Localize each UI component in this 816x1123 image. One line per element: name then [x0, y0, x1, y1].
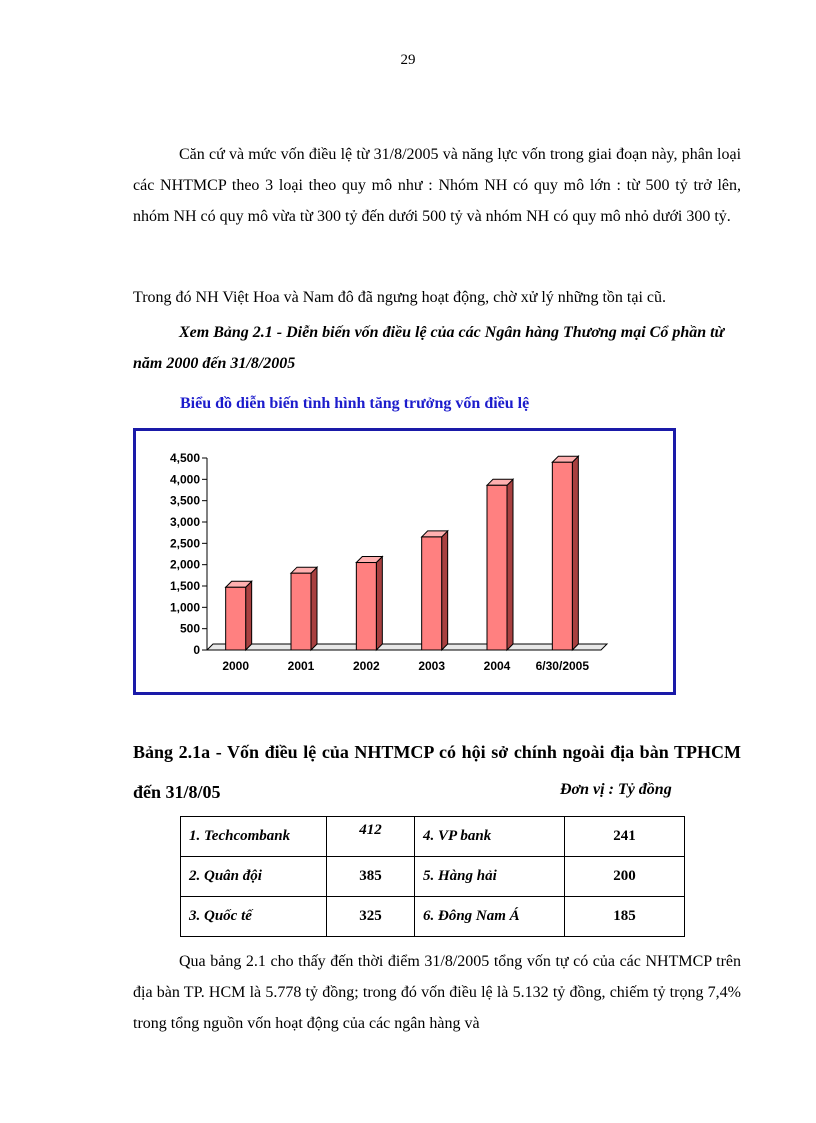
capital-value-cell: 325 [327, 897, 415, 937]
x-tick-label: 2003 [418, 659, 446, 673]
capital-value-cell: 385 [327, 857, 415, 897]
conclusion-line-3: đồng, chiếm tỷ trọng 7,4% trong tổng nguồn vốn hoạt động của các ngân hàng và [133, 984, 741, 1032]
page-number: 29 [400, 52, 416, 68]
section-heading [133, 732, 741, 812]
conclusion-line-2: NHTMCP trên địa bàn TP. HCM là 5.778 tỷ đồng; trong đó vốn điều lệ là 5.132 tỷ [133, 953, 741, 1001]
table-row [181, 817, 685, 857]
x-tick-label: 2000 [222, 659, 250, 673]
intro-line-3: 500 tỷ trở lên, nhóm NH có quy mô vừa từ 300 tỷ đến dưới 500 tỷ và nhóm NH có [133, 177, 742, 225]
bar [552, 462, 572, 650]
intro-line-2: phân loại các NHTMCP theo 3 loại theo quy mô như : Nhóm NH có quy mô lớn : từ [133, 146, 742, 194]
bar-side [442, 531, 448, 650]
chart-title: Biểu đồ diễn biến tình hình tăng trưởng vốn điều lệ [180, 395, 530, 412]
section-heading-line-1: Bảng 2.1a - Vốn điều lệ của NHTMCP có hội sở chính ngoài địa bàn [133, 742, 669, 762]
unit-label: Đơn vị : Tỷ đồng [560, 781, 672, 798]
bar-side [376, 557, 382, 650]
bar-side [246, 581, 252, 650]
bar [226, 587, 246, 650]
bar-chart [136, 431, 673, 692]
x-tick-label: 6/30/2005 [535, 659, 590, 673]
table-row [181, 897, 685, 937]
chart-frame [133, 428, 676, 695]
bank-name-cell: 4. VP bank [415, 817, 565, 857]
capital-value-cell: 200 [565, 857, 685, 897]
table-row [181, 857, 685, 897]
capital-value-cell: 412 [327, 817, 415, 857]
y-tick-label: 3,000 [169, 515, 200, 529]
intro-line-4: quy mô nhỏ dưới 300 tỷ. [572, 208, 731, 225]
chart-floor [207, 644, 607, 650]
bar [356, 563, 376, 650]
table-reference-line-1: Xem Bảng 2.1 - Diễn biến vốn điều lệ của các Ngân hàng Thương mại Cổ [179, 324, 669, 341]
y-tick-label: 4,500 [169, 451, 200, 465]
bar [487, 485, 507, 650]
bank-name-cell: 5. Hàng hải [415, 857, 565, 897]
bank-name-cell: 6. Đông Nam Á [415, 897, 565, 937]
capital-table [180, 816, 685, 937]
y-tick-label: 0 [193, 643, 200, 657]
bank-name-cell: 3. Quốc tế [181, 897, 327, 937]
y-tick-label: 2,000 [169, 557, 200, 572]
intro-line-1: Căn cứ và mức vốn điều lệ từ 31/8/2005 và năng lực vốn trong giai đoạn này, [179, 146, 678, 163]
y-tick-label: 1,000 [169, 600, 200, 615]
table-reference-line-2: phần từ năm 2000 đến 31/8/2005 [133, 324, 725, 372]
conclusion-paragraph [133, 946, 741, 1039]
x-tick-label: 2002 [352, 659, 380, 673]
table-reference [133, 317, 741, 379]
bar [291, 573, 311, 650]
bar-side [507, 479, 513, 650]
bank-name-cell: 1. Techcombank [181, 817, 327, 857]
note-line: Trong đó NH Việt Hoa và Nam đô đã ngưng hoạt động, chờ xử lý những tồn tại cũ. [133, 289, 667, 306]
y-tick-label: 1,500 [169, 579, 200, 593]
x-tick-label: 2004 [483, 659, 511, 673]
y-tick-label: 2,500 [169, 536, 200, 551]
conclusion-line-1: Qua bảng 2.1 cho thấy đến thời điểm 31/8/2005 tổng vốn tự có của các [179, 953, 641, 970]
intro-paragraph [133, 139, 741, 232]
capital-value-cell: 241 [565, 817, 685, 857]
bar-side [572, 456, 578, 650]
y-tick-label: 3,500 [169, 493, 200, 508]
y-tick-label: 4,000 [169, 472, 200, 487]
capital-value-cell: 185 [565, 897, 685, 937]
x-tick-label: 2001 [287, 659, 315, 673]
bar [422, 537, 442, 650]
bar-side [311, 567, 317, 650]
y-tick-label: 500 [179, 621, 200, 636]
section-heading-line-2: TPHCM đến 31/8/05 [133, 742, 741, 802]
bank-name-cell: 2. Quân đội [181, 857, 327, 897]
